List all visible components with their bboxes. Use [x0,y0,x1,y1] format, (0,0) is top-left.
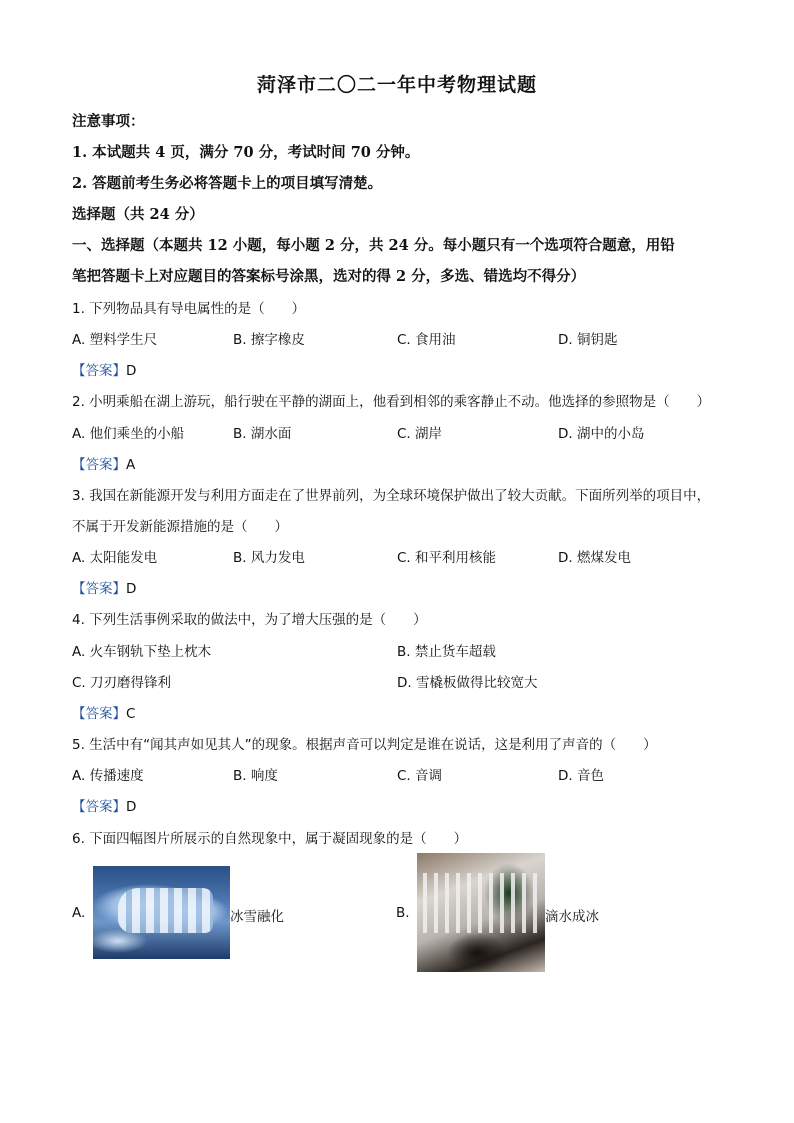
answer-marker: 【答案】 [72,457,126,473]
option-c: C. 刀刃磨得锋利 [72,675,172,691]
ice-snow-melting-image [93,866,230,959]
question-stem-line-1: 3. 我国在新能源开发与利用方面走在了世界前列，为全球环境保护做出了较大贡献。下面所列举的项目中， [72,488,711,504]
option-c: C. 音调 [397,768,443,784]
answer-value: A [126,457,136,473]
option-d: D. 铜钥匙 [558,332,618,348]
option-a: A. 太阳能发电 [72,550,158,566]
answer-line [72,795,136,815]
answer-marker: 【答案】 [72,706,126,722]
option-b: B. 响度 [233,768,278,784]
question-stem: 2. 小明乘船在湖上游玩，船行驶在平静的湖面上，他看到相邻的乘客静止不动。他选择的参照物是（ ） [72,394,711,410]
section-label: 选择题（共 24 分） [72,206,204,223]
answer-line [72,453,135,473]
option-b-label: B. [396,905,410,921]
answer-marker: 【答案】 [72,363,126,379]
option-b-caption: 滴水成冰 [545,909,599,925]
answer-line [72,702,135,722]
option-b: B. 湖水面 [233,426,292,442]
option-a: A. 传播速度 [72,768,144,784]
option-d: D. 燃煤发电 [558,550,631,566]
answer-marker: 【答案】 [72,581,126,597]
question-stem: 5. 生活中有“闻其声如见其人”的现象。根据声音可以判定是谁在说话，这是利用了声音的（ ） [72,737,657,753]
answer-marker: 【答案】 [72,799,126,815]
option-d: D. 音色 [558,768,604,784]
answer-value: D [126,581,137,597]
option-d: D. 雪橇板做得比较宽大 [397,675,538,691]
option-a: A. 他们乘坐的小船 [72,426,185,442]
section-instructions-line-2: 笔把答题卡上对应题目的答案标号涂黑，选对的得 2 分，多选、错选均不得分） [72,268,586,285]
answer-value: C [126,706,136,722]
option-a: A. 塑料学生尺 [72,332,158,348]
notice-2: 2. 答题前考生务必将答题卡上的项目填写清楚。 [72,175,383,192]
question-stem-line-2: 不属于开发新能源措施的是（ ） [72,519,288,535]
question-stem: 4. 下列生活事例采取的做法中，为了增大压强的是（ ） [72,612,427,628]
notice-heading: 注意事项： [72,113,145,130]
answer-line [72,577,136,597]
option-a-label: A. [72,905,86,921]
option-c: C. 和平利用核能 [397,550,497,566]
answer-value: D [126,363,137,379]
answer-value: D [126,799,137,815]
option-b: B. 风力发电 [233,550,305,566]
section-instructions-line-1: 一、选择题（本题共 12 小题，每小题 2 分，共 24 分。每小题只有一个选项符合题意，用铅 [72,237,675,254]
question-stem: 1. 下列物品具有导电属性的是（ ） [72,301,306,317]
option-b: B. 擦字橡皮 [233,332,305,348]
exam-title: 菏泽市二〇二一年中考物理试题 [256,74,537,96]
option-c: C. 湖岸 [397,426,443,442]
option-b: B. 禁止货车超载 [397,644,496,660]
option-a-caption: 冰雪融化 [230,909,284,925]
dripping-water-freezing-image [417,853,545,972]
answer-line [72,359,136,379]
notice-1: 1. 本试题共 4 页，满分 70 分，考试时间 70 分钟。 [72,144,420,161]
option-a: A. 火车钢轨下垫上枕木 [72,644,212,660]
option-d: D. 湖中的小岛 [558,426,645,442]
option-c: C. 食用油 [397,332,456,348]
question-stem: 6. 下面四幅图片所展示的自然现象中，属于凝固现象的是（ ） [72,831,468,847]
